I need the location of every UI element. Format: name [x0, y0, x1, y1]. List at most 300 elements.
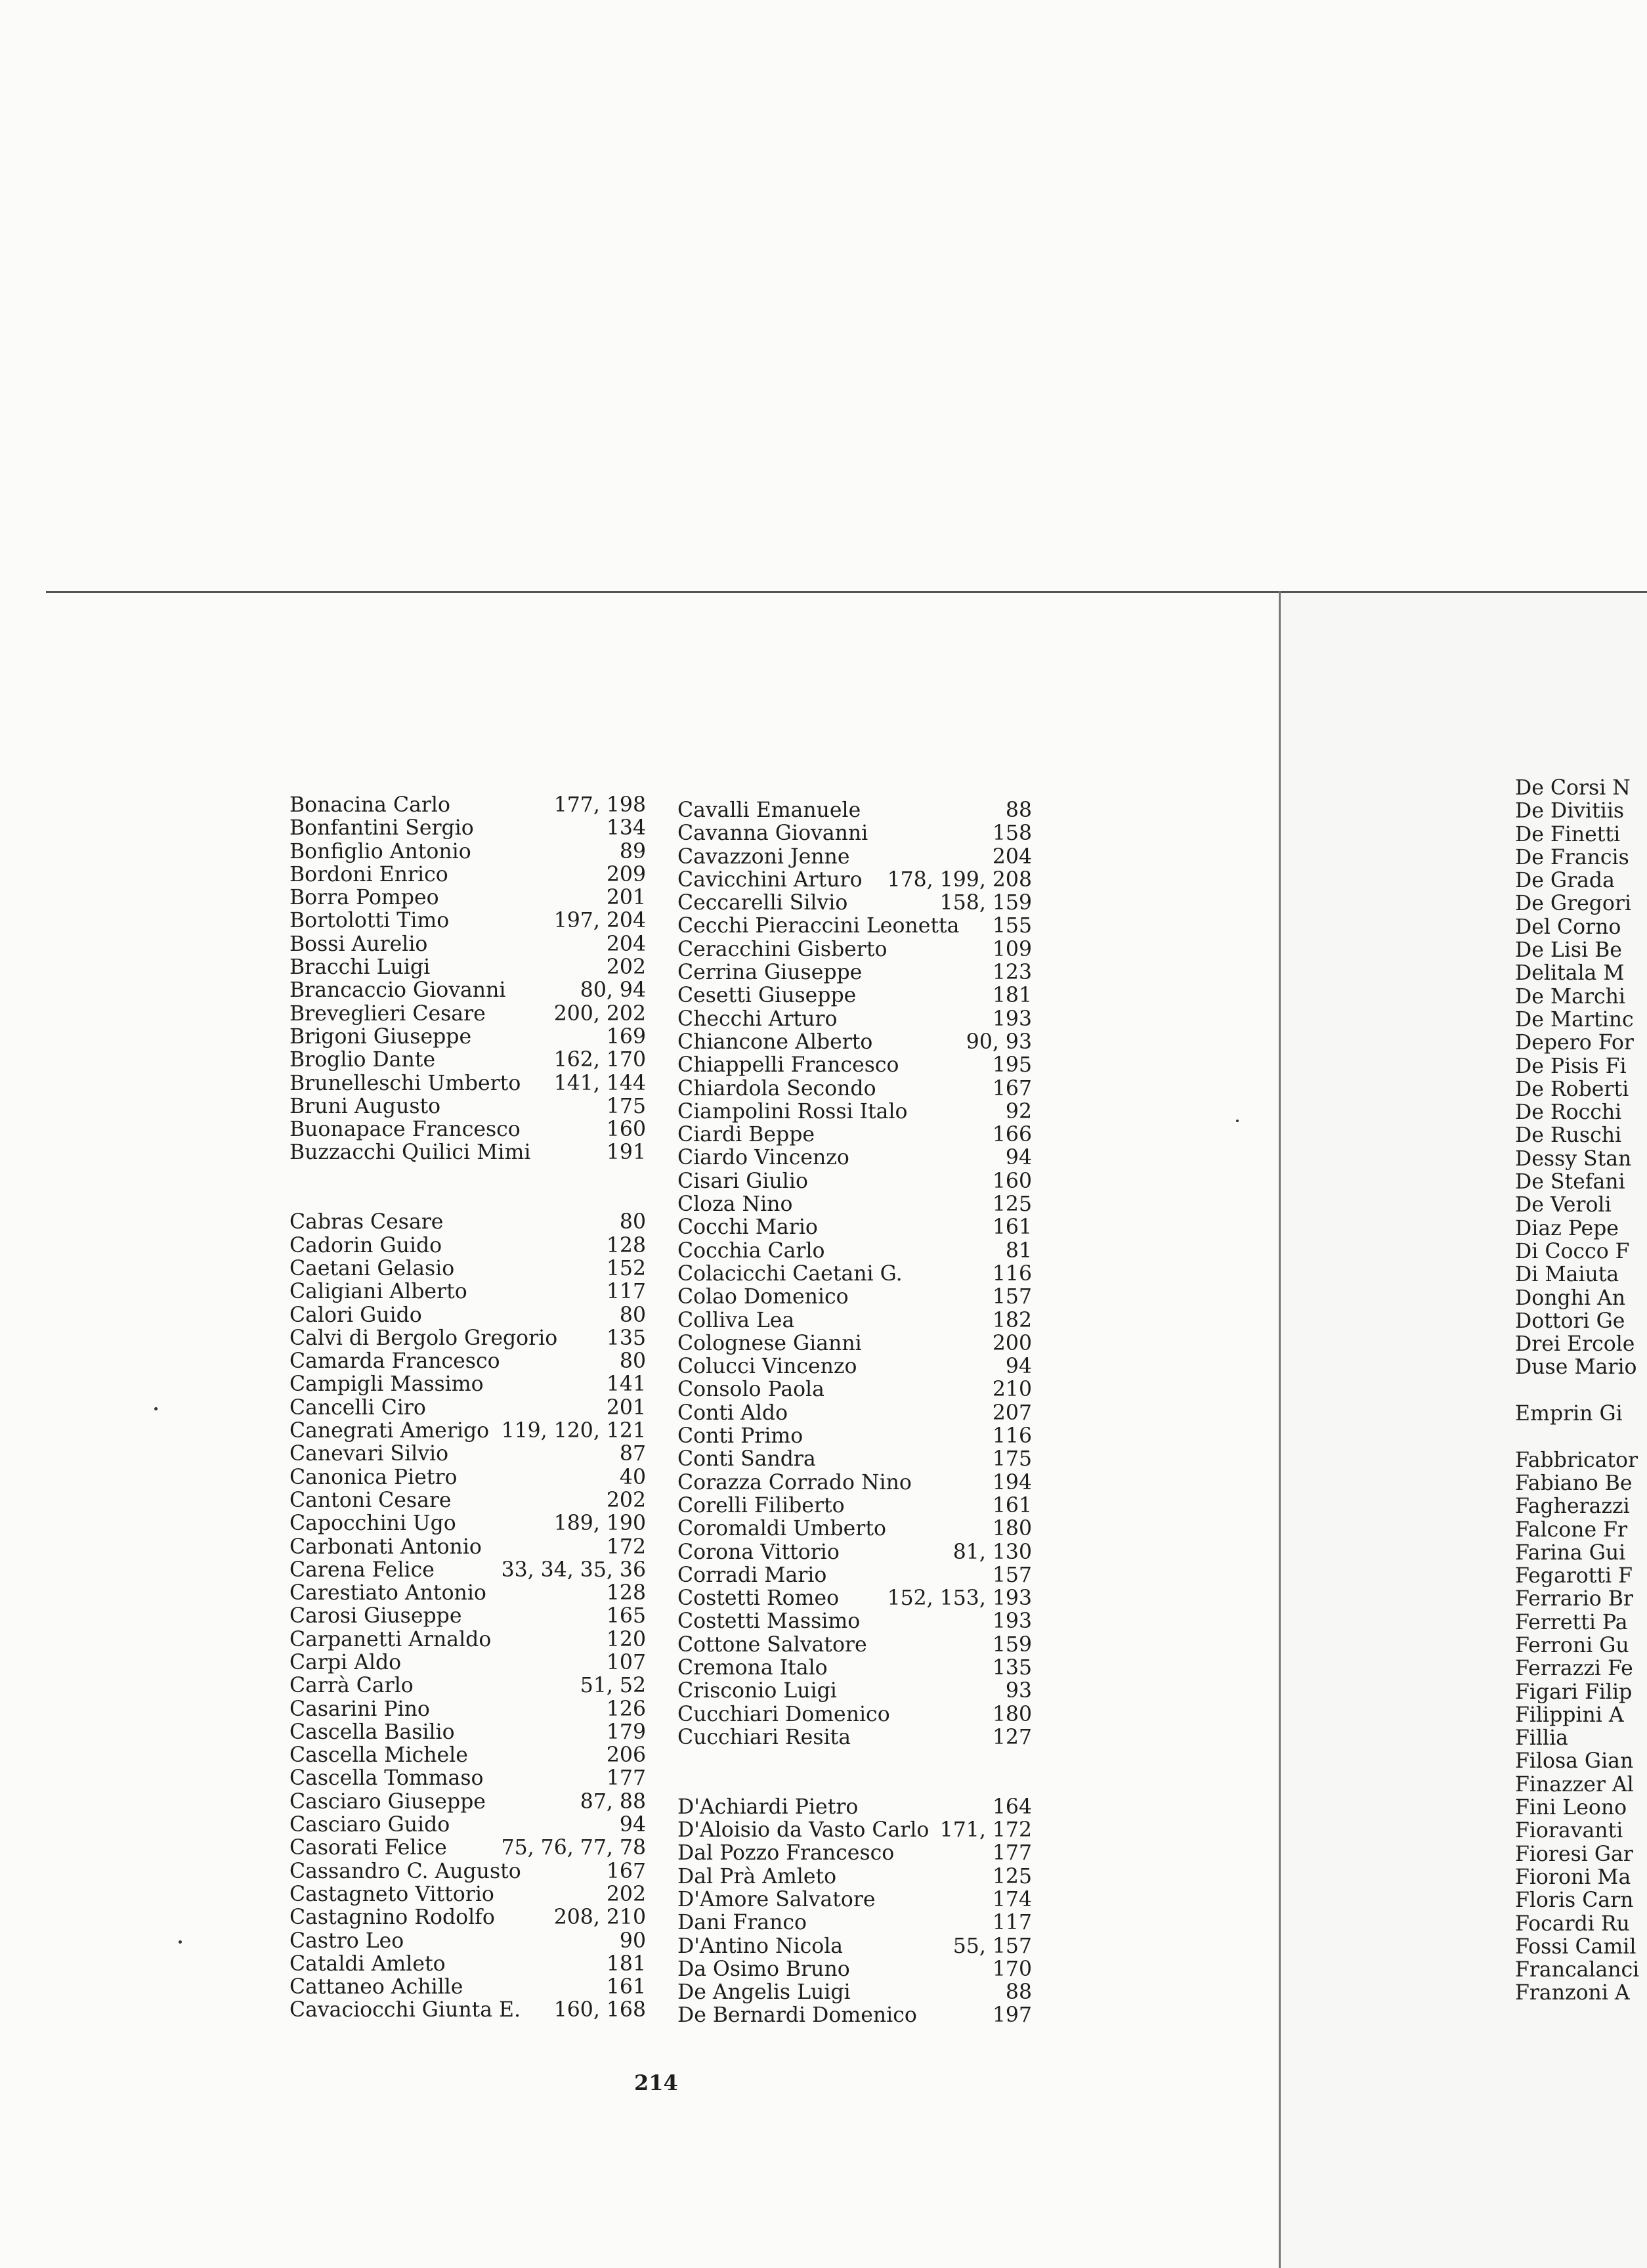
index-entry	[677, 1796, 1032, 1819]
index-entry: Fioroni Ma	[1515, 1865, 1631, 1889]
entry-name: Crisconio Luigi	[677, 1679, 837, 1703]
index-entry	[289, 909, 646, 932]
entry-name: Cataldi Amleto	[289, 1952, 446, 1976]
index-entry: Dessy Stan	[1515, 1146, 1632, 1171]
index-entry	[289, 1512, 646, 1535]
index-entry: Duse Mario	[1515, 1355, 1637, 1380]
entry-name: Cattaneo Achille	[289, 1975, 463, 1999]
entry-name: De Angelis Luigi	[677, 1980, 851, 2005]
index-entry	[677, 1935, 1032, 1958]
index-entry: Finazzer Al	[1515, 1772, 1634, 1797]
index-entry	[677, 1494, 1032, 1517]
index-entry	[289, 1350, 646, 1373]
entry-name: Cottone Salvatore	[677, 1632, 867, 1657]
index-entry: Farina Gui	[1515, 1540, 1626, 1565]
entry-name: Cucchiari Resita	[677, 1725, 851, 1749]
index-entry	[289, 1072, 646, 1095]
entry-pages: 195	[992, 1053, 1032, 1078]
entry-pages: 197	[992, 2003, 1032, 2028]
entry-name: Da Osimo Bruno	[677, 1957, 850, 1981]
speck	[154, 1407, 158, 1410]
entry-pages: 80	[619, 1349, 646, 1374]
entry-name: Cabras Cesare	[289, 1210, 444, 1234]
index-entry	[289, 1930, 646, 1953]
index-entry	[289, 1118, 646, 1141]
entry-pages: 88	[1005, 1980, 1032, 2005]
entry-pages: 208, 210	[553, 1906, 646, 1930]
page-gutter	[1279, 591, 1281, 2268]
entry-pages: 123	[992, 961, 1032, 985]
entry-name: Casciaro Guido	[289, 1813, 450, 1837]
index-entry: Ferroni Gu	[1515, 1633, 1629, 1657]
index-entry: Fegarotti F	[1515, 1564, 1633, 1588]
entry-name: Casarini Pino	[289, 1697, 430, 1721]
entry-name: Ciardo Vincenzo	[677, 1146, 849, 1170]
entry-name: Conti Sandra	[677, 1447, 816, 1472]
index-entry: Drei Ercole	[1515, 1332, 1635, 1357]
entry-name: Bossi Aurelio	[289, 932, 428, 956]
entry-pages: 158	[992, 821, 1032, 846]
entry-pages: 80	[619, 1210, 646, 1234]
entry-name: Dal Pozzo Francesco	[677, 1841, 895, 1865]
entry-pages: 128	[606, 1233, 646, 1257]
index-entry	[677, 1170, 1032, 1193]
index-entry: De Finetti	[1515, 822, 1621, 846]
entry-pages: 94	[619, 1813, 646, 1837]
index-entry	[289, 1304, 646, 1327]
entry-name: Cassandro C. Augusto	[289, 1859, 521, 1883]
index-column-2	[677, 799, 1032, 2028]
index-entry	[289, 817, 646, 840]
entry-name: Castagnino Rodolfo	[289, 1906, 495, 1930]
entry-pages: 174	[992, 1887, 1032, 1911]
index-entry	[289, 1559, 646, 1582]
index-entry: Franzoni A	[1515, 1981, 1630, 2005]
index-entry	[289, 1420, 646, 1443]
entry-name: Cucchiari Domenico	[677, 1702, 890, 1726]
entry-pages: 207	[992, 1401, 1032, 1425]
entry-pages: 55, 157	[952, 1934, 1032, 1958]
entry-name: Cascella Tommaso	[289, 1766, 484, 1791]
index-column-3-partial	[1515, 777, 1647, 2005]
index-entry	[289, 1767, 646, 1790]
entry-name: Canegrati Amerigo	[289, 1419, 490, 1443]
entry-name: Bruni Augusto	[289, 1094, 441, 1118]
index-entry: Filippini A	[1515, 1703, 1624, 1727]
index-entry	[677, 1448, 1032, 1471]
index-entry	[677, 1078, 1032, 1101]
index-entry	[677, 1101, 1032, 1123]
entry-pages: 197, 204	[553, 909, 646, 933]
index-entry	[677, 961, 1032, 984]
index-entry	[677, 984, 1032, 1007]
index-entry: Ferrazzi Fe	[1515, 1657, 1633, 1681]
entry-pages: 179	[606, 1720, 646, 1744]
index-entry	[289, 1280, 646, 1303]
index-entry	[289, 1628, 646, 1651]
entry-name: Chiappelli Francesco	[677, 1053, 899, 1078]
entry-name: Conti Primo	[677, 1424, 803, 1449]
index-entry: Focardi Ru	[1515, 1911, 1630, 1936]
index-entry	[677, 1517, 1032, 1540]
entry-pages: 33, 34, 35, 36	[501, 1558, 646, 1582]
entry-pages: 157	[992, 1563, 1032, 1587]
index-entry: Di Maiuta	[1515, 1263, 1619, 1287]
entry-pages: 165	[606, 1604, 646, 1628]
index-entry	[677, 1146, 1032, 1169]
entry-pages: 167	[606, 1859, 646, 1883]
speck	[1236, 1120, 1239, 1122]
entry-name: Cesetti Giuseppe	[677, 984, 857, 1008]
entry-pages	[637, 1165, 646, 1188]
entry-pages: 120	[606, 1627, 646, 1651]
entry-pages: 201	[606, 886, 646, 910]
index-entry	[677, 1911, 1032, 1934]
index-entry	[289, 1651, 646, 1674]
entry-pages: 89	[619, 839, 646, 863]
index-entry	[289, 1095, 646, 1118]
entry-pages: 167	[992, 1076, 1032, 1101]
entry-name: Cavanna Giovanni	[677, 821, 868, 846]
index-entry	[289, 1698, 646, 1721]
entry-pages: 180	[992, 1517, 1032, 1541]
index-column-1	[289, 794, 646, 2022]
index-entry	[677, 1865, 1032, 1888]
entry-pages: 116	[992, 1261, 1032, 1286]
entry-pages: 158, 159	[939, 891, 1032, 915]
index-entry: De Divitiis	[1515, 799, 1625, 823]
entry-name: Casorati Felice	[289, 1836, 447, 1860]
index-entry	[289, 1466, 646, 1489]
entry-pages: 87	[619, 1442, 646, 1466]
index-entry	[289, 1721, 646, 1744]
entry-name: Corelli Filiberto	[677, 1493, 845, 1517]
entry-name: Cremona Italo	[677, 1655, 828, 1680]
index-entry	[677, 1355, 1032, 1378]
entry-name: Ciardi Beppe	[677, 1123, 815, 1147]
entry-pages: 170	[992, 1957, 1032, 1981]
index-entry	[677, 1680, 1032, 1703]
index-entry	[289, 1026, 646, 1049]
entry-name: Chiardola Secondo	[677, 1076, 876, 1101]
index-entry: Fioravanti	[1515, 1819, 1623, 1843]
index-entry	[1515, 1426, 1647, 1449]
index-entry: De Grada	[1515, 869, 1615, 893]
entry-pages: 116	[992, 1424, 1032, 1449]
entry-name: Cavazzoni Jenne	[677, 844, 850, 869]
entry-pages: 177	[992, 1841, 1032, 1865]
entry-name: Carpi Aldo	[289, 1650, 402, 1674]
index-entry	[289, 1443, 646, 1466]
index-entry	[677, 1610, 1032, 1633]
entry-name: Casciaro Giuseppe	[289, 1789, 486, 1814]
entry-pages: 88	[1005, 798, 1032, 822]
entry-pages: 109	[992, 937, 1032, 961]
entry-pages: 119, 120, 121	[501, 1419, 646, 1443]
entry-name: Costetti Massimo	[677, 1609, 861, 1634]
entry-pages: 160, 168	[553, 1998, 646, 2022]
index-entry	[289, 1999, 646, 2022]
entry-name: Buzzacchi Quilici Mimi	[289, 1141, 531, 1165]
entry-pages: 209	[606, 862, 646, 886]
index-entry: De Rocchi	[1515, 1101, 1622, 1125]
entry-pages: 93	[1005, 1679, 1032, 1703]
index-entry	[289, 1327, 646, 1350]
index-entry: Del Corno	[1515, 915, 1621, 939]
entry-name: Cascella Basilio	[289, 1720, 455, 1744]
entry-pages: 117	[992, 1911, 1032, 1935]
index-entry	[289, 1489, 646, 1512]
page-top-edge	[46, 591, 1647, 593]
index-entry: Donghi An	[1515, 1286, 1626, 1310]
entry-name: D'Antino Nicola	[677, 1934, 844, 1958]
entry-pages: 161	[992, 1215, 1032, 1240]
index-entry	[677, 1587, 1032, 1610]
entry-name: Breveglieri Cesare	[289, 1001, 486, 1026]
index-entry	[677, 892, 1032, 915]
entry-pages: 204	[992, 844, 1032, 869]
index-entry	[289, 956, 646, 979]
entry-name: Buonapace Francesco	[289, 1118, 521, 1142]
index-entry: Floris Carn	[1515, 1888, 1634, 1913]
index-entry: Filosa Gian	[1515, 1749, 1634, 1774]
index-entry: De Marchi	[1515, 984, 1626, 1009]
index-entry	[677, 846, 1032, 869]
entry-pages: 194	[992, 1470, 1032, 1494]
index-entry	[677, 1657, 1032, 1680]
index-entry	[677, 1842, 1032, 1865]
index-entry	[677, 1772, 1032, 1795]
index-entry	[289, 1791, 646, 1814]
index-entry	[289, 840, 646, 863]
entry-pages: 161	[992, 1493, 1032, 1517]
entry-name: Carrà Carlo	[289, 1674, 414, 1698]
entry-pages: 181	[992, 984, 1032, 1008]
index-entry	[289, 1744, 646, 1767]
index-entry	[289, 1906, 646, 1929]
index-entry: Emprin Gi	[1515, 1402, 1623, 1426]
index-entry	[289, 1165, 646, 1188]
entry-name: Calori Guido	[289, 1303, 422, 1327]
speck	[179, 1940, 182, 1944]
entry-name: Cocchia Carlo	[677, 1238, 825, 1263]
index-entry: De Corsi N	[1515, 777, 1631, 800]
entry-pages: 181	[606, 1952, 646, 1976]
entry-name: Caetani Gelasio	[289, 1256, 455, 1280]
index-entry: Dottori Ge	[1515, 1309, 1625, 1333]
entry-name: Cerrina Giuseppe	[677, 961, 863, 985]
entry-pages: 202	[606, 955, 646, 980]
entry-pages: 193	[992, 1609, 1032, 1634]
entry-name: Costetti Romeo	[677, 1586, 840, 1611]
index-entry	[677, 1031, 1032, 1054]
entry-name: Colao Domenico	[677, 1285, 849, 1309]
index-entry	[677, 1054, 1032, 1077]
entry-name: Bonfiglio Antonio	[289, 839, 471, 863]
index-entry	[289, 1536, 646, 1559]
entry-name: Cavaciocchi Giunta E.	[289, 1998, 521, 2022]
entry-name: Colacicchi Caetani G.	[677, 1261, 903, 1286]
entry-pages: 189, 190	[553, 1512, 646, 1536]
index-entry	[677, 1726, 1032, 1749]
entry-pages: 164	[992, 1795, 1032, 1819]
index-entry: Figari Filip	[1515, 1680, 1633, 1704]
index-entry: De Roberti	[1515, 1077, 1629, 1101]
index-entry	[677, 938, 1032, 961]
index-entry	[677, 822, 1032, 845]
entry-pages: 94	[1005, 1355, 1032, 1379]
entry-pages: 128	[606, 1581, 646, 1605]
entry-name: Camarda Francesco	[289, 1349, 500, 1374]
entry-name: Ceracchini Gisberto	[677, 937, 888, 961]
entry-name: Cecchi Pieraccini Leonetta	[677, 914, 960, 938]
entry-pages: 160	[992, 1169, 1032, 1193]
index-entry	[289, 1257, 646, 1280]
index-entry: De Francis	[1515, 845, 1629, 869]
entry-name: Coromaldi Umberto	[677, 1517, 886, 1541]
entry-pages: 94	[1005, 1146, 1032, 1170]
entry-pages: 125	[992, 1864, 1032, 1888]
index-entry	[289, 933, 646, 956]
index-entry: Ferrario Br	[1515, 1587, 1633, 1611]
index-entry	[677, 1425, 1032, 1448]
entry-pages: 172	[606, 1535, 646, 1559]
entry-pages: 159	[992, 1632, 1032, 1657]
entry-name: Carbonati Antonio	[289, 1535, 482, 1559]
entry-name: Colliva Lea	[677, 1308, 795, 1332]
index-entry	[677, 799, 1032, 822]
entry-name: Cadorin Guido	[289, 1233, 442, 1257]
index-entry	[289, 886, 646, 909]
index-entry	[289, 1976, 646, 1999]
entry-pages: 178, 199, 208	[887, 867, 1032, 892]
entry-pages: 175	[992, 1447, 1032, 1472]
index-entry: De Veroli	[1515, 1193, 1612, 1217]
entry-name: Brigoni Giuseppe	[289, 1024, 472, 1049]
index-entry: De Lisi Be	[1515, 938, 1622, 963]
entry-pages: 201	[606, 1395, 646, 1420]
index-entry	[677, 1888, 1032, 1911]
entry-name: Carpanetti Arnaldo	[289, 1627, 492, 1651]
index-entry	[677, 1634, 1032, 1657]
entry-pages: 127	[992, 1725, 1032, 1749]
entry-pages: 75, 76, 77, 78	[501, 1836, 646, 1860]
index-entry	[677, 1123, 1032, 1146]
index-entry: Fabbricator	[1515, 1448, 1638, 1472]
entry-name: Bonacina Carlo	[289, 793, 450, 817]
index-entry: Delitala M	[1515, 961, 1625, 986]
entry-pages: 157	[992, 1285, 1032, 1309]
entry-pages: 166	[992, 1123, 1032, 1147]
index-entry	[677, 1309, 1032, 1332]
entry-pages: 80	[619, 1303, 646, 1327]
entry-pages: 92	[1005, 1099, 1032, 1123]
index-entry	[677, 1703, 1032, 1726]
entry-pages: 171, 172	[939, 1818, 1032, 1843]
index-entry	[677, 1263, 1032, 1286]
entry-name: Cavicchini Arturo	[677, 867, 863, 892]
entry-pages: 81, 130	[952, 1540, 1032, 1564]
index-entry	[289, 1234, 646, 1257]
index-entry: Fillia	[1515, 1726, 1568, 1751]
entry-pages: 134	[606, 816, 646, 840]
index-entry: Fini Leono	[1515, 1796, 1627, 1820]
entry-name: Chiancone Alberto	[677, 1030, 873, 1054]
index-entry	[677, 1541, 1032, 1564]
entry-name: Conti Aldo	[677, 1401, 788, 1425]
entry-name: Calvi di Bergolo Gregorio	[289, 1326, 558, 1350]
index-entry	[289, 1211, 646, 1234]
entry-name: Bracchi Luigi	[289, 955, 431, 980]
entry-name: Brancaccio Giovanni	[289, 978, 506, 1003]
entry-name: Bortolotti Timo	[289, 909, 450, 933]
entry-name: Canevari Silvio	[289, 1442, 449, 1466]
index-entry: Fioresi Gar	[1515, 1842, 1633, 1866]
entry-pages: 193	[992, 1007, 1032, 1031]
entry-name: Cocchi Mario	[677, 1215, 818, 1240]
entry-name: Corradi Mario	[677, 1563, 827, 1587]
index-entry	[289, 1674, 646, 1697]
index-entry: De Pisis Fi	[1515, 1054, 1627, 1078]
index-entry	[1515, 1380, 1647, 1403]
index-entry	[289, 1582, 646, 1605]
entry-name: D'Aloisio da Vasto Carlo	[677, 1818, 930, 1843]
entry-pages: 125	[992, 1192, 1032, 1217]
entry-pages: 160	[606, 1118, 646, 1142]
entry-name: Corona Vittorio	[677, 1540, 840, 1564]
entry-pages	[1023, 1749, 1032, 1772]
index-entry	[677, 869, 1032, 892]
entry-pages: 117	[606, 1280, 646, 1304]
index-entry	[289, 1605, 646, 1628]
entry-pages: 200, 202	[553, 1001, 646, 1026]
index-entry	[677, 915, 1032, 938]
index-entry	[677, 1193, 1032, 1216]
index-entry	[677, 1286, 1032, 1309]
entry-name: Cancelli Ciro	[289, 1395, 426, 1420]
index-entry: Diaz Pepe	[1515, 1216, 1619, 1240]
entry-pages: 177, 198	[553, 793, 646, 817]
entry-name: Ciampolini Rossi Italo	[677, 1099, 908, 1123]
index-entry	[289, 1837, 646, 1860]
entry-name: Carestiato Antonio	[289, 1581, 486, 1605]
entry-pages: 152	[606, 1256, 646, 1280]
entry-pages: 40	[619, 1465, 646, 1489]
entry-name: Checchi Arturo	[677, 1007, 838, 1031]
index-entry	[677, 1749, 1032, 1772]
entry-name: Carena Felice	[289, 1558, 435, 1582]
index-entry	[289, 979, 646, 1002]
entry-name: Borra Pompeo	[289, 886, 439, 910]
entry-pages: 90, 93	[966, 1030, 1032, 1054]
entry-name: Dani Franco	[677, 1911, 807, 1935]
entry-pages: 152, 153, 193	[887, 1586, 1032, 1611]
entry-name: Corazza Corrado Nino	[677, 1470, 912, 1494]
index-entry: De Ruschi	[1515, 1123, 1622, 1148]
index-entry	[677, 1564, 1032, 1587]
entry-name: De Bernardi Domenico	[677, 2003, 917, 2028]
index-entry: Falcone Fr	[1515, 1517, 1628, 1542]
entry-pages: 202	[606, 1882, 646, 1906]
index-entry	[289, 1003, 646, 1026]
entry-name: Castro Leo	[289, 1929, 404, 1953]
index-entry: Di Cocco F	[1515, 1239, 1630, 1263]
entry-pages: 204	[606, 932, 646, 956]
entry-name: Cascella Michele	[289, 1743, 468, 1768]
index-entry	[677, 1981, 1032, 2004]
entry-pages: 155	[992, 914, 1032, 938]
index-entry	[677, 1216, 1032, 1239]
